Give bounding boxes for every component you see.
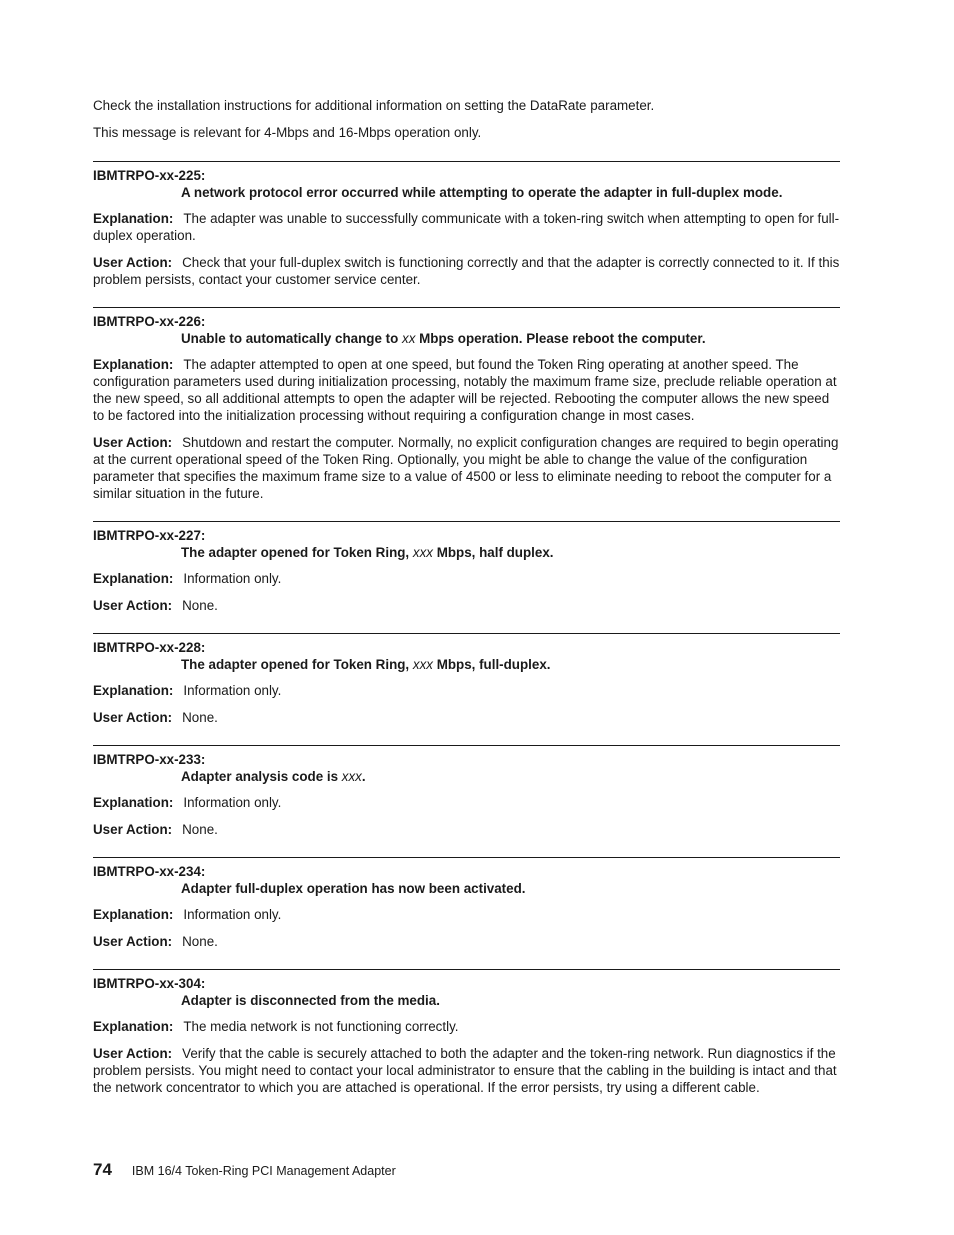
explanation <box>93 1018 840 1035</box>
message-id: IBMTRPO-xx-228: <box>93 640 206 655</box>
explanation-text: The media network is not functioning correctly. <box>183 1019 459 1034</box>
explanation-text: The adapter was unable to successfully communicate with a token-ring switch when attempting to open for full-duplex operation. <box>93 211 840 243</box>
message-entry <box>93 857 840 950</box>
message-text: Unable to automatically change to xx Mbps operation. Please reboot the computer. <box>181 331 706 346</box>
message-entry <box>93 521 840 614</box>
message-entry <box>93 307 840 502</box>
message-entry <box>93 969 840 1096</box>
user-action-text: Verify that the cable is securely attached to both the adapter and the token-ring network. Run diagnostics if the problem persists. You might need to contact your local administrator to ensure that the cabling in the building is intact and that the network concentrator to which you are attached is operational. If the error persists, try using a different cable. <box>93 1046 837 1095</box>
explanation-label: Explanation: <box>93 357 174 372</box>
message-text: The adapter opened for Token Ring, xxx Mbps, full-duplex. <box>181 657 551 672</box>
explanation <box>93 570 840 587</box>
user-action-text: None. <box>182 822 218 837</box>
message-text: Adapter full-duplex operation has now been activated. <box>181 881 526 896</box>
message-text: A network protocol error occurred while attempting to operate the adapter in full-duplex mode. <box>181 185 783 200</box>
page-number: 74 <box>93 1160 112 1179</box>
message-entry <box>93 161 840 288</box>
message-text: The adapter opened for Token Ring, xxx Mbps, half duplex. <box>181 545 554 560</box>
page-footer <box>93 1161 396 1180</box>
message-id: IBMTRPO-xx-226: <box>93 314 206 329</box>
message-text: Adapter is disconnected from the media. <box>181 993 440 1008</box>
explanation <box>93 794 840 811</box>
intro-paragraph: Check the installation instructions for additional information on setting the DataRate parameter. <box>93 98 655 113</box>
user-action <box>93 821 840 838</box>
message-id: IBMTRPO-xx-233: <box>93 752 206 767</box>
message-entry <box>93 633 840 726</box>
explanation-text: The adapter attempted to open at one speed, but found the Token Ring operating at another speed. The configuration parameters used during initialization processing, notably the maximum frame size, preclude reliable operation at the new speed, so all additional attempts to open the adapter will be rejected. Rebooting the computer allows the new speed to be factored into the initialization processing without requiring a configuration change in most cases. <box>93 357 837 423</box>
user-action-label: User Action: <box>93 934 173 949</box>
explanation-text: Information only. <box>183 683 282 698</box>
user-action-text: Shutdown and restart the computer. Normally, no explicit configuration changes are required to begin operating at the current operational speed of the Token Ring. Optionally, you might be able to change the value of the configuration parameter that specifies the maximum frame size to a value of 4500 or less to eliminate needing to reboot the computer for a similar situation in the future. <box>93 435 839 501</box>
explanation-label: Explanation: <box>93 1019 174 1034</box>
user-action-label: User Action: <box>93 710 173 725</box>
user-action-label: User Action: <box>93 598 173 613</box>
explanation <box>93 356 840 424</box>
user-action-text: Check that your full-duplex switch is functioning correctly and that the adapter is correctly connected to it. If this problem persists, contact your customer service center. <box>93 255 840 287</box>
document-page <box>93 97 840 1096</box>
user-action-text: None. <box>182 934 218 949</box>
explanation-label: Explanation: <box>93 211 174 226</box>
user-action <box>93 254 840 288</box>
book-title: IBM 16/4 Token-Ring PCI Management Adapter <box>131 1164 396 1178</box>
explanation <box>93 906 840 923</box>
explanation-label: Explanation: <box>93 683 174 698</box>
message-id: IBMTRPO-xx-304: <box>93 976 206 991</box>
user-action <box>93 933 840 950</box>
explanation-text: Information only. <box>183 571 282 586</box>
message-entry <box>93 745 840 838</box>
explanation-label: Explanation: <box>93 907 174 922</box>
user-action-label: User Action: <box>93 822 173 837</box>
explanation-label: Explanation: <box>93 571 174 586</box>
intro-paragraph: This message is relevant for 4-Mbps and 16-Mbps operation only. <box>93 125 482 140</box>
explanation <box>93 210 840 244</box>
message-id: IBMTRPO-xx-227: <box>93 528 206 543</box>
explanation <box>93 682 840 699</box>
intro-section <box>93 97 840 141</box>
message-id: IBMTRPO-xx-234: <box>93 864 206 879</box>
user-action <box>93 434 840 502</box>
explanation-text: Information only. <box>183 795 282 810</box>
explanation-text: Information only. <box>183 907 282 922</box>
user-action-label: User Action: <box>93 435 173 450</box>
user-action <box>93 709 840 726</box>
message-text: Adapter analysis code is xxx. <box>181 769 366 784</box>
user-action <box>93 597 840 614</box>
user-action-text: None. <box>182 598 218 613</box>
explanation-label: Explanation: <box>93 795 174 810</box>
user-action-label: User Action: <box>93 255 173 270</box>
user-action-label: User Action: <box>93 1046 173 1061</box>
user-action-text: None. <box>182 710 218 725</box>
user-action <box>93 1045 840 1096</box>
message-id: IBMTRPO-xx-225: <box>93 168 206 183</box>
